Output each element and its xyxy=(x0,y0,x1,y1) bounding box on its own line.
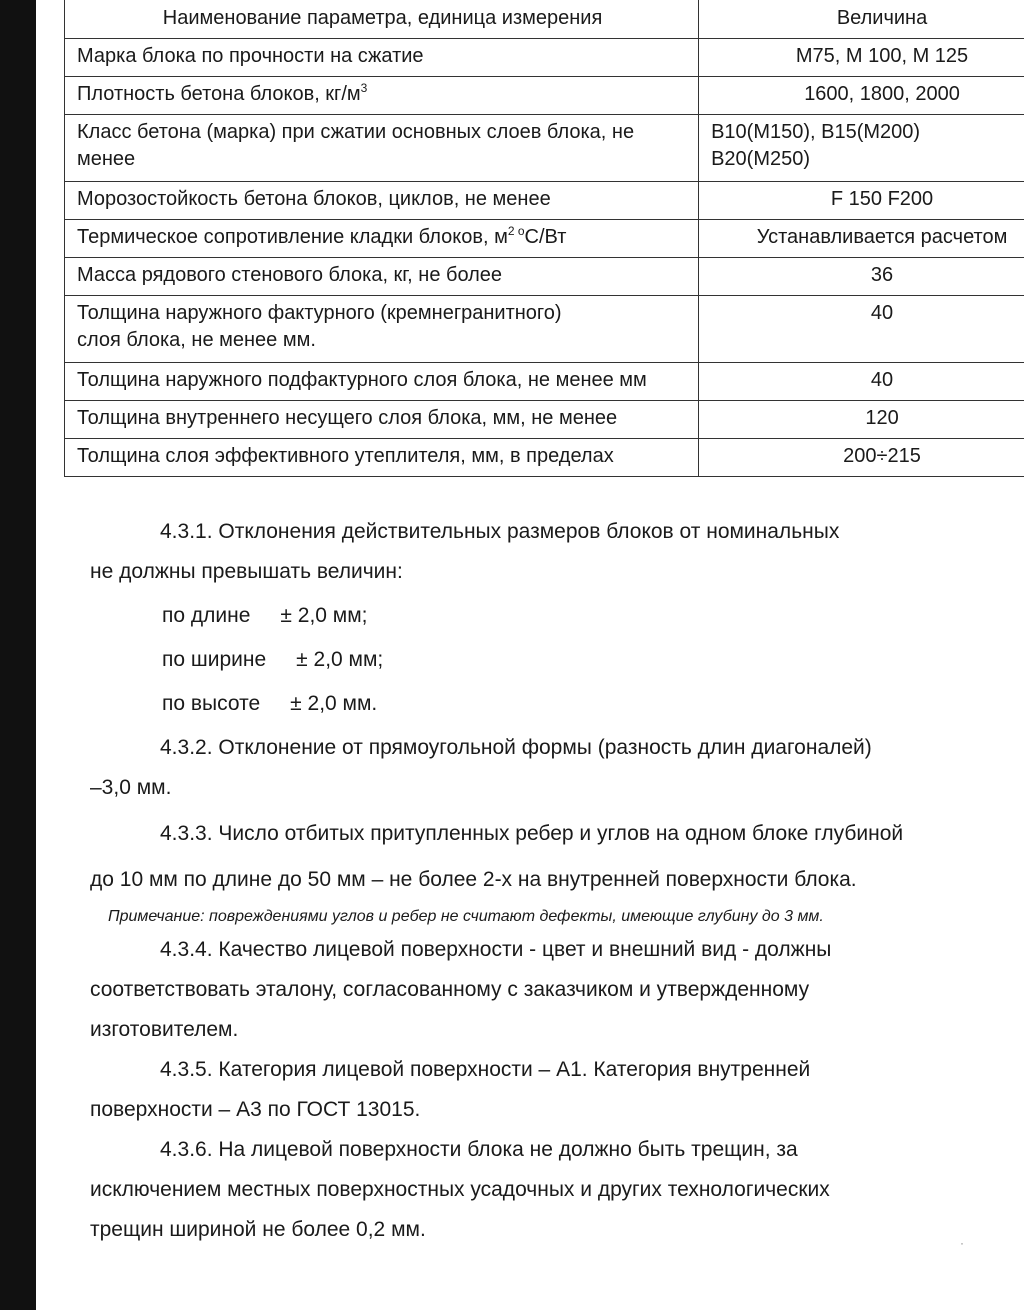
tolerance-label: по ширине xyxy=(162,648,267,671)
value-cell: 120 xyxy=(699,401,1024,439)
header-param: Наименование параметра, единица измерения xyxy=(65,0,699,39)
tolerance-height xyxy=(90,684,990,724)
tolerance-value: ± 2,0 мм. xyxy=(290,692,378,715)
header-value: Величина xyxy=(699,0,1024,39)
table-row xyxy=(65,296,1024,363)
section-4-3-6-line: трещин шириной не более 0,2 мм. xyxy=(90,1218,426,1241)
table-row xyxy=(65,363,1024,401)
param-line: слоя блока, не менее мм. xyxy=(77,329,316,351)
tolerance-value: ± 2,0 мм; xyxy=(280,604,368,627)
param-text: Термическое сопротивление кладки блоков, м xyxy=(77,226,508,248)
param-cell: Толщина внутреннего несущего слоя блока, мм, не менее xyxy=(65,401,699,439)
value-cell xyxy=(699,115,1024,182)
section-4-3-2-line: 4.3.2. Отклонение от прямоугольной формы (разность длин диагоналей) xyxy=(160,736,872,759)
table-row xyxy=(65,401,1024,439)
section-4-3-1-line: не должны превышать величин: xyxy=(90,560,403,583)
scan-speck-mark: · xyxy=(960,1236,964,1250)
tolerance-value: ± 2,0 мм; xyxy=(296,648,384,671)
table-header-row xyxy=(65,0,1024,39)
table-row xyxy=(65,439,1024,477)
param-cell: Марка блока по прочности на сжатие xyxy=(65,39,699,77)
value-cell: 40 xyxy=(699,296,1024,363)
section-4-3-1-line: 4.3.1. Отклонения действительных размеров блоков от номинальных xyxy=(160,520,840,543)
section-4-3-3-line: 4.3.3. Число отбитых притупленных ребер и углов на одном блоке глубиной xyxy=(160,822,904,845)
section-4-3-5-line: 4.3.5. Категория лицевой поверхности – А1. Категория внутренней xyxy=(160,1058,811,1081)
param-cell xyxy=(65,296,699,363)
param-cell xyxy=(65,77,699,115)
tolerance-width xyxy=(90,640,990,680)
value-cell: М75, М 100, М 125 xyxy=(699,39,1024,77)
superscript: 2 о xyxy=(507,224,525,238)
section-4-3-2-line: –3,0 мм. xyxy=(90,776,172,799)
value-line: В20(М250) xyxy=(711,148,811,170)
table-row xyxy=(65,182,1024,220)
value-cell: F 150 F200 xyxy=(699,182,1024,220)
value-cell: 40 xyxy=(699,363,1024,401)
scan-binding-edge xyxy=(0,0,36,1310)
section-4-3-3-line: до 10 мм по длине до 50 мм – не более 2-х на внутренней поверхности блока. xyxy=(90,868,857,891)
spec-table xyxy=(64,0,1024,477)
section-4-3-5-line: поверхности – А3 по ГОСТ 13015. xyxy=(90,1098,421,1121)
value-cell: 1600, 1800, 2000 xyxy=(699,77,1024,115)
tolerance-length xyxy=(90,596,990,636)
superscript: 3 xyxy=(360,81,368,95)
param-cell: Толщина слоя эффективного утеплителя, мм, в пределах xyxy=(65,439,699,477)
param-text: С/Вт xyxy=(524,226,567,248)
table-row xyxy=(65,220,1024,258)
value-cell: Устанавливается расчетом xyxy=(699,220,1024,258)
section-4-3-4-line: 4.3.4. Качество лицевой поверхности - цвет и внешний вид - должны xyxy=(160,938,832,961)
param-cell: Морозостойкость бетона блоков, циклов, не менее xyxy=(65,182,699,220)
table-row xyxy=(65,77,1024,115)
tolerance-label: по длине xyxy=(162,604,251,627)
section-4-3-4-line: соответствовать эталону, согласованному с заказчиком и утвержденному xyxy=(90,978,810,1001)
table-row xyxy=(65,39,1024,77)
value-line: В10(М150), В15(М200) xyxy=(711,121,921,143)
value-cell: 36 xyxy=(699,258,1024,296)
section-4-3-3-note: Примечание: повреждениями углов и ребер не считают дефекты, имеющие глубину до 3 мм. xyxy=(108,908,824,925)
param-text: Плотность бетона блоков, кг/м xyxy=(77,83,361,105)
param-cell: Масса рядового стенового блока, кг, не более xyxy=(65,258,699,296)
param-cell: Класс бетона (марка) при сжатии основных слоев блока, не менее xyxy=(65,115,699,182)
section-4-3-4-line: изготовителем. xyxy=(90,1018,239,1041)
section-4-3-6-line: 4.3.6. На лицевой поверхности блока не должно быть трещин, за xyxy=(160,1138,798,1161)
value-cell: 200÷215 xyxy=(699,439,1024,477)
param-line: Толщина наружного фактурного (кремнегранитного) xyxy=(77,302,562,324)
param-cell: Толщина наружного подфактурного слоя блока, не менее мм xyxy=(65,363,699,401)
table-row xyxy=(65,258,1024,296)
document-body xyxy=(90,512,990,1250)
tolerance-label: по высоте xyxy=(162,692,261,715)
section-4-3-6-line: исключением местных поверхностных усадочных и других технологических xyxy=(90,1178,830,1201)
param-cell xyxy=(65,220,699,258)
table-row xyxy=(65,115,1024,182)
